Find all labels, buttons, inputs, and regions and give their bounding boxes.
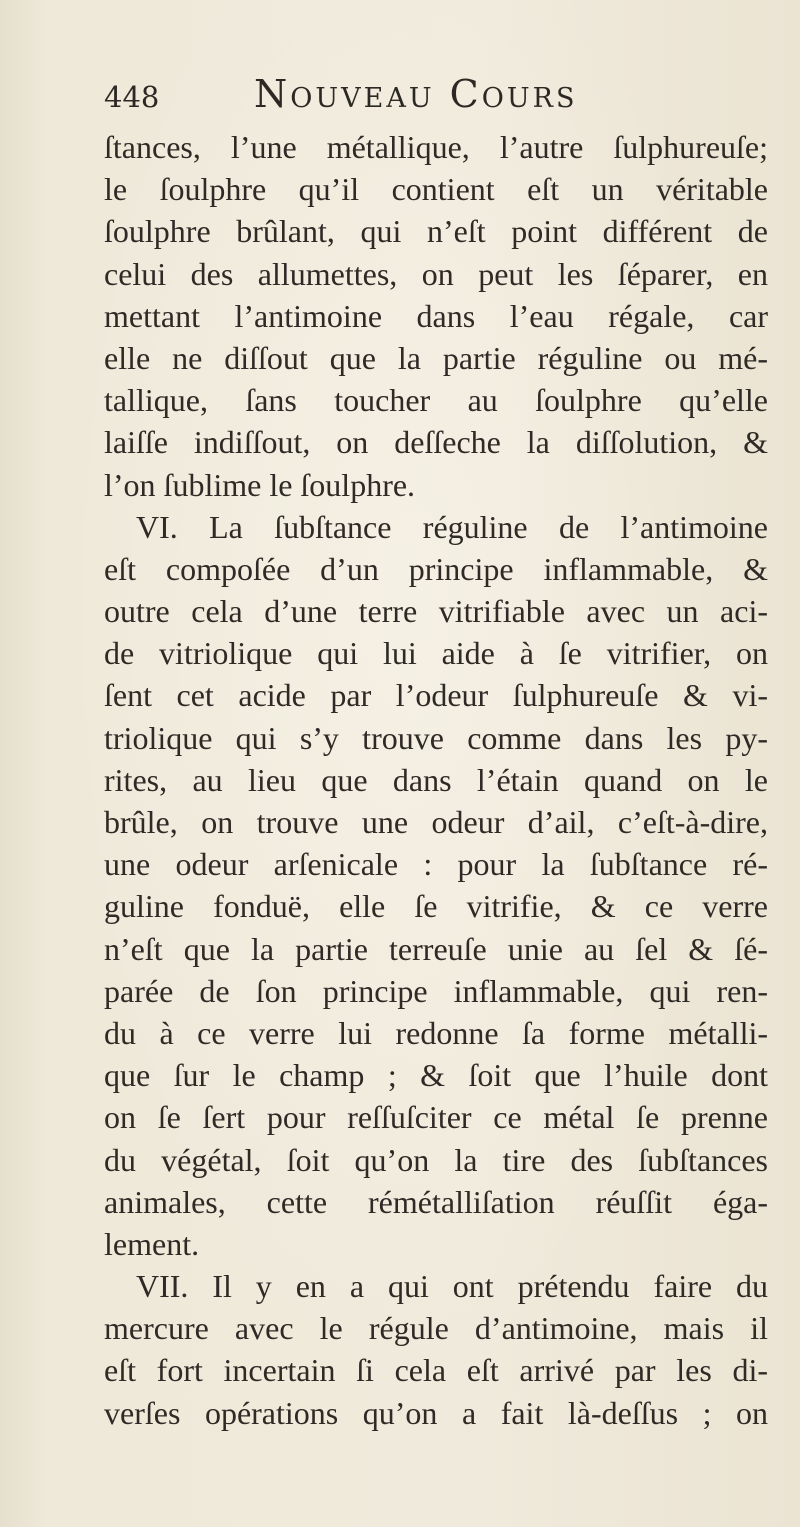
text-line: eſt fort incertain ſi cela eſt arrivé par les di- bbox=[104, 1352, 768, 1389]
text-line: n’eſt que la partie terreuſe unie au ſel & ſé- bbox=[104, 930, 768, 967]
section-start-line: VII. Il y en a qui ont prétendu faire du bbox=[136, 1268, 768, 1305]
text-line: l’on ſublime le ſoulphre. bbox=[104, 466, 416, 503]
text-line: ſoulphre brûlant, qui n’eſt point différent de bbox=[104, 213, 768, 250]
text-line: mettant l’antimoine dans l’eau régale, car bbox=[104, 297, 768, 334]
text-line: verſes opérations qu’on a fait là-deſſus ; on bbox=[104, 1394, 768, 1431]
running-head: Nouveau Cours bbox=[254, 72, 578, 116]
text-line: ſent cet acide par l’odeur ſulphureuſe & vi- bbox=[104, 677, 768, 714]
text-line: animales, cette rémétalliſation réuſſit éga- bbox=[104, 1183, 768, 1220]
text-line: une odeur arſenicale : pour la ſubſtance ré- bbox=[104, 846, 768, 883]
text-line: parée de ſon principe inflammable, qui ren- bbox=[104, 972, 768, 1009]
text-line: mercure avec le régule d’antimoine, mais il bbox=[104, 1310, 768, 1347]
section-start-line: VI. La ſubſtance réguline de l’antimoine bbox=[136, 508, 768, 545]
text-line: ſtances, l’une métallique, l’autre ſulphureuſe; bbox=[104, 129, 768, 165]
text-line: de vitriolique qui lui aide à ſe vitrifier, on bbox=[104, 635, 768, 672]
text-line: le ſoulphre qu’il contient eſt un véritable bbox=[104, 171, 768, 208]
text-line: tallique, ſans toucher au ſoulphre qu’elle bbox=[104, 382, 768, 419]
text-line: brûle, on trouve une odeur d’ail, c’eſt-à-dire, bbox=[104, 804, 768, 840]
text-line: on ſe ſert pour reſſuſciter ce métal ſe prenne bbox=[104, 1099, 768, 1136]
text-line: lement. bbox=[104, 1225, 200, 1262]
text-line: elle ne diſſout que la partie réguline ou mé- bbox=[104, 339, 768, 376]
text-line: eſt compoſée d’un principe inflammable, & bbox=[104, 550, 768, 587]
text-line: du végétal, ſoit qu’on la tire des ſubſtances bbox=[104, 1141, 768, 1178]
text-line: laiſſe indiſſout, on deſſeche la diſſolution, & bbox=[104, 424, 768, 461]
text-line: que ſur le champ ; & ſoit que l’huile dont bbox=[104, 1057, 768, 1094]
text-line: celui des allumettes, on peut les ſéparer, en bbox=[104, 255, 768, 292]
page-number: 448 bbox=[104, 80, 160, 114]
text-line: rites, au lieu que dans l’étain quand on le bbox=[104, 761, 768, 798]
page-header bbox=[104, 70, 724, 120]
text-line: outre cela d’une terre vitrifiable avec un aci- bbox=[104, 593, 768, 630]
body-text bbox=[104, 126, 768, 1434]
text-line: guline fonduë, elle ſe vitrifie, & ce verre bbox=[104, 888, 768, 925]
text-line: du à ce verre lui redonne ſa forme métalli- bbox=[104, 1014, 768, 1051]
text-line: triolique qui s’y trouve comme dans les py- bbox=[104, 719, 768, 756]
